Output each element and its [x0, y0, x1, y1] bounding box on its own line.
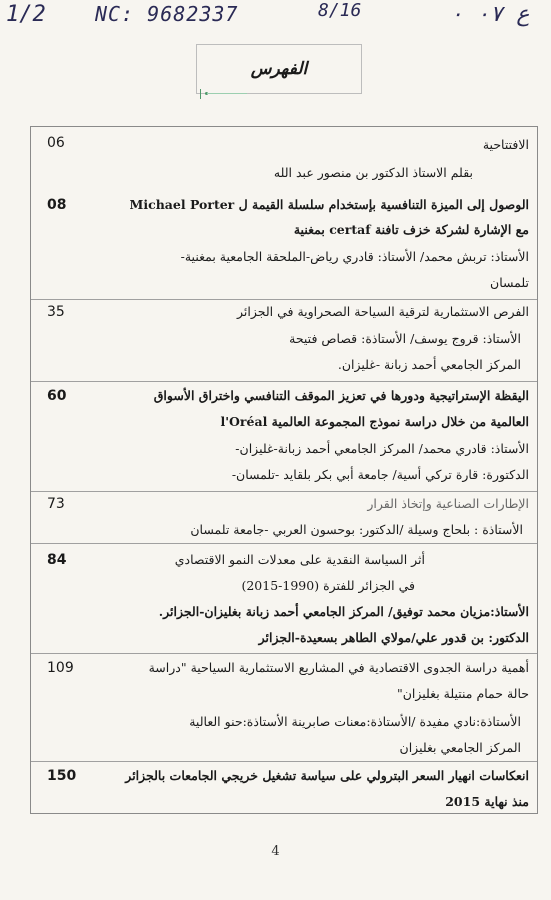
entry-title-cont: في الجزائر للفترة (1990-2015) — [241, 578, 415, 593]
entry-author: الأستاذ: قروج يوسف/ الأستاذة: قصاص فتيحة — [289, 331, 521, 346]
page-title: الفهرس — [250, 59, 308, 79]
entry-title-cont: مع الإشارة لشركة خزف تافنة certaf بمغنية — [293, 222, 529, 237]
entry-page: 06 — [47, 135, 65, 151]
entry-page: 84 — [47, 552, 67, 568]
entry-author-2: الدكتور: بن قدور علي/مولاي الطاهر بسعيدة-الجزائر — [258, 630, 529, 645]
entry-author: الأستاذ:مزيان محمد توفيق/ المركز الجامعي أحمد زبانة بغليزان-الجزائر. — [158, 604, 529, 619]
entry-author: الأستاذة : بلحاج وسيلة /الدكتور: بوحسون العربي -جامعة تلمسان — [190, 522, 523, 537]
entry-page: 35 — [47, 304, 65, 320]
entry-affiliation: المركز الجامعي أحمد زبانة -غليزان. — [337, 357, 521, 372]
entry-author: الأستاذ: تربش محمد/ الأستاذ: قادري رياض-الملحقة الجامعية بمغنية- — [180, 249, 529, 264]
pen-mark — [200, 89, 201, 99]
entry-title: الافتتاحية — [482, 137, 529, 152]
toc-entry[interactable] — [31, 127, 537, 191]
entry-title: اليقظة الإستراتيجية ودورها في تعزيز الموقف التنافسي واختراق الأسواق — [153, 388, 529, 403]
entry-title: الفرص الاستثمارية لترقية السياحة الصحراوية في الجزائر — [237, 304, 529, 319]
pen-mark — [207, 93, 247, 94]
title-box — [196, 44, 362, 94]
entry-author-cont: تلمسان — [490, 275, 529, 290]
entry-author: بقلم الاستاذ الدكتور بن منصور عبد الله — [273, 165, 473, 180]
table-of-contents — [30, 126, 538, 814]
handwriting-right: ع ٠٧ ٠ — [450, 2, 530, 27]
entry-title-cont: منذ نهاية 2015 — [445, 794, 529, 809]
handwriting-signature: 8/16 — [318, 0, 362, 21]
entry-page: 08 — [47, 197, 67, 213]
entry-title: أثر السياسة النقدية على معدلات النمو الاقتصادي — [174, 552, 425, 567]
entry-page: 109 — [47, 660, 74, 676]
entry-page: 60 — [47, 388, 67, 404]
handwriting-reference: NC: 9682337 — [95, 2, 239, 26]
entry-title: أهمية دراسة الجدوى الاقتصادية في المشاريع الاستثمارية السياحية "دراسة — [148, 660, 529, 675]
toc-entry[interactable] — [31, 381, 537, 492]
entry-affiliation: المركز الجامعي بغليزان — [399, 740, 521, 755]
entry-author-2: الدكتورة: قارة تركي أسية/ جامعة أبي بكر بلقايد -تلمسان- — [231, 467, 529, 482]
entry-title: الوصول إلى الميزة التنافسية بإستخدام سلسلة القيمة ل Michael Porter — [129, 197, 529, 212]
page-number: 4 — [271, 844, 280, 859]
toc-entry[interactable] — [31, 653, 537, 762]
entry-author: الأستاذة:نادي مفيدة /الأستاذة:معنات صابرينة الأستاذة:حنو العالية — [189, 714, 521, 729]
entry-page: 73 — [47, 496, 65, 512]
entry-page: 150 — [47, 768, 77, 784]
entry-title-cont: حالة حمام منتيلة بغليزان" — [396, 686, 529, 701]
handwriting-left: 1/2 — [6, 2, 46, 27]
entry-author: الأستاذ: قادري محمد/ المركز الجامعي أحمد زبانة-غليزان- — [235, 441, 529, 456]
toc-entry[interactable] — [31, 299, 537, 382]
entry-title: انعكاسات انهيار السعر البترولي على سياسة تشغيل خريجي الجامعات بالجزائر — [125, 768, 529, 783]
toc-entry[interactable] — [31, 191, 537, 299]
toc-entry[interactable] — [31, 761, 537, 816]
entry-title-cont: العالمية من خلال دراسة نموذج المجموعة العالمية l'Oréal — [220, 414, 529, 429]
toc-entry[interactable] — [31, 543, 537, 654]
entry-title: الإطارات الصناعية وإتخاذ القرار — [367, 496, 529, 511]
toc-entry[interactable] — [31, 491, 537, 544]
